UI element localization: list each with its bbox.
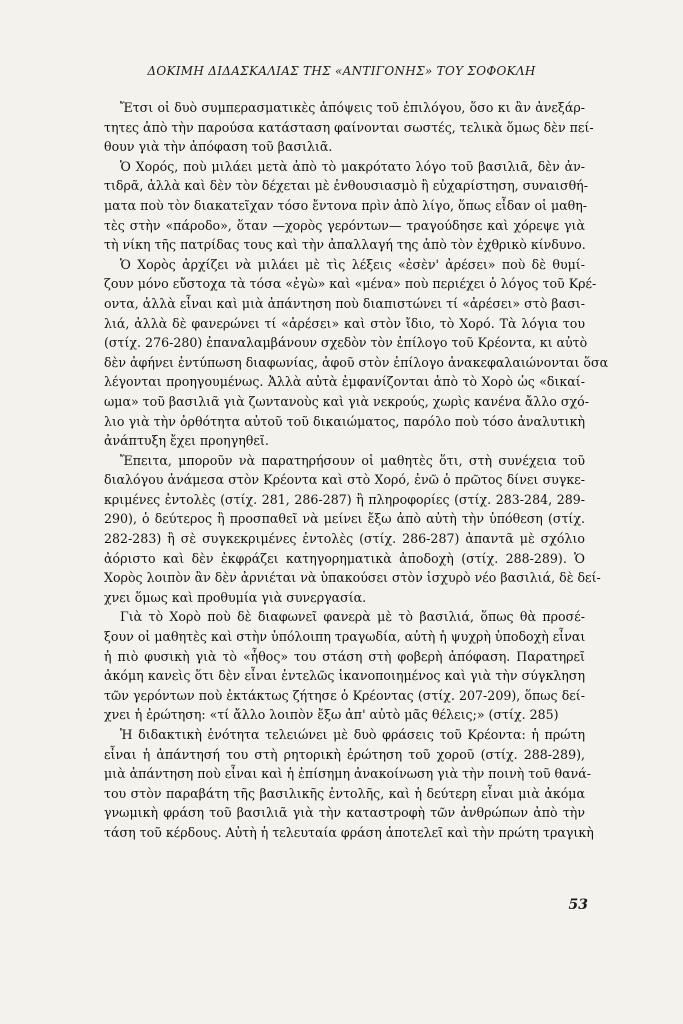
- text-line: γνωμικὴ φράση τοῦ βασιλιᾶ γιὰ τὴν καταστροφὴ τῶν ἀνθρώπων ἀπὸ τὴν: [104, 805, 585, 821]
- text-line: ἡ πιὸ φυσικὴ γιὰ τὸ «ἦθος» του στάση στὴ φοβερὴ ἀπόφαση. Παρατηρεῖ: [104, 648, 585, 664]
- text-line: τὲς στὴν «πάροδο», ὅταν —χορὸς γερόντων— τραγούδησε καὶ χόρεψε γιὰ: [104, 217, 585, 233]
- text-line: (στίχ. 276-280) ἐπαναλαμβάνουν σχεδὸν τὸν ἐπίλογο τοῦ Κρέοντα, κι αὐτὸ: [104, 335, 588, 351]
- text-line: χνει ἡ ἐρώτηση: «τί ἄλλο λοιπὸν ἔξω ἀπ' αὐτὸ μᾶς θέλεις;» (στίχ. 285): [104, 707, 559, 723]
- text-line: τιδρᾶ, ἀλλὰ καὶ δὲν τὸν δέχεται μὲ ἐνθουσιασμὸ ἢ εὐχαρίστηση, συναισθή-: [104, 178, 588, 194]
- text-line: τὴ νίκη τῆς πατρίδας τους καὶ τὴν ἀπαλλαγή της ἀπὸ τὸν ἐχθρικὸ κίνδυνο.: [104, 237, 586, 253]
- text-line: Ὁ Χορός, ποὺ μιλάει μετὰ ἀπὸ τὸ μακρότατο λόγο τοῦ βασιλιᾶ, δὲν ἀν-: [120, 158, 585, 174]
- text-line: λέγονται προηγουμένως. Ἀλλὰ αὐτὰ ἐμφανίζονται ἀπὸ τὸ Χορὸ ὡς «δικαί-: [104, 374, 585, 390]
- page-number: 53: [568, 897, 588, 913]
- text-line: λιά, ἀλλὰ δὲ φανερώνει τί «ἀρέσει» καὶ στὸν ἴδιο, τὸ Χορό. Τὰ λόγια του: [104, 315, 585, 331]
- text-line: 290), ὁ δεύτερος ἢ προσπαθεῖ νὰ μείνει ἔξω ἀπὸ αὐτὴ τὴν ὑπόθεση (στίχ.: [104, 511, 585, 527]
- running-header: ΔΟΚΙΜΗ ΔΙΔΑΣΚΑΛΙΑΣ ΤΗΣ «ΑΝΤΙΓΟΝΗΣ» ΤΟΥ ΣΟΦΟΚΛΗ: [147, 64, 536, 78]
- text-line: θουν γιὰ τὴν ἀπόφαση τοῦ βασιλιᾶ.: [104, 139, 333, 155]
- paragraph: [104, 255, 609, 451]
- text-line: ἀνάπτυξη ἔχει προηγηθεῖ.: [104, 433, 269, 449]
- text-line: ξουν οἱ μαθητὲς καὶ στὴν ὑπόλοιπη τραγωδία, αὐτὴ ἡ ψυχρὴ ὑποδοχὴ εἶναι: [104, 629, 586, 645]
- text-line: χνει ὅμως καὶ προθυμία γιὰ συνεργασία.: [104, 589, 367, 605]
- text-line: Ἔπειτα, μποροῦν νὰ παρατηρήσουν οἱ μαθητὲς ὅτι, στὴ συνέχεια τοῦ: [120, 452, 585, 468]
- body-text: [104, 98, 609, 843]
- text-line: ωμα» τοῦ βασιλιᾶ γιὰ ζωντανοὺς καὶ γιὰ νεκρούς, χωρὶς κανένα ἄλλο σχό-: [104, 393, 589, 409]
- text-line: Ἔτσι οἱ δυὸ συμπερασματικὲς ἀπόψεις τοῦ ἐπιλόγου, ὅσο κι ἂν ἀνεξάρ-: [120, 100, 585, 115]
- text-line: κριμένες ἐντολὲς (στίχ. 281, 286-287) ἢ πληροφορίες (στίχ. 283-284, 289-: [104, 491, 585, 507]
- text-line: του στὸν παραβάτη τῆς βασιλικῆς ἐντολῆς, καὶ ἡ δεύτερη εἶναι μιὰ ἀκόμα: [104, 785, 585, 801]
- text-line: οντα, ἀλλὰ εἶναι καὶ μιὰ ἀπάντηση ποὺ διαπιστώνει τί «ἀρέσει» στὸ βασι-: [104, 295, 585, 311]
- text-line: μιὰ ἀπάντηση ποὺ εἶναι καὶ ἡ ἐπίσημη ἀνακοίνωση γιὰ τὴν ποινὴ τοῦ θανά-: [104, 766, 592, 782]
- text-line: ἀόριστο καὶ δὲν ἐκφράζει κατηγορηματικὰ ἀποδοχὴ (στίχ. 288-289). Ὁ: [104, 550, 585, 566]
- text-line: Ἡ διδακτικὴ ἑνότητα τελειώνει μὲ δυὸ φράσεις τοῦ Κρέοντα: ἡ πρώτη: [120, 727, 585, 742]
- text-line: τάση τοῦ κέρδους. Αὐτὴ ἡ τελευταία φράση ἀποτελεῖ καὶ τὴν πρώτη τραγικὴ: [104, 824, 594, 840]
- text-line: εἶναι ἡ ἀπάντησή του στὴ ρητορικὴ ἐρώτηση τοῦ χοροῦ (στίχ. 288-289),: [104, 746, 585, 762]
- paragraph: [104, 607, 585, 725]
- text-line: ἀκόμη κανεὶς ὅτι δὲν εἶναι ἐντελῶς ἱκανοποιημένος καὶ γιὰ τὴν σύγκληση: [104, 668, 585, 684]
- text-line: Ὁ Χορὸς ἀρχίζει νὰ μιλάει μὲ τὶς λέξεις «ἐσὲν' ἀρέσει» ποὺ δὲ θυμί-: [120, 256, 585, 272]
- text-line: Γιὰ τὸ Χορὸ ποὺ δὲ διαφωνεῖ φανερὰ μὲ τὸ βασιλιά, ὅπως θὰ προσέ-: [120, 609, 585, 625]
- paragraph: [104, 725, 594, 843]
- paragraph: [104, 157, 588, 255]
- text-line: δὲν ἀφήνει ἐντύπωση διαφωνίας, ἀφοῦ στὸν ἐπίλογο ἀνακεφαλαιώνονται ὅσα: [104, 354, 609, 370]
- text-line: λιο γιὰ τὴν ὀρθότητα αὐτοῦ τοῦ δικαιώματος, παρόλο ποὺ τόσο ἀναλυτικὴ: [104, 413, 585, 429]
- text-line: διαλόγου ἀνάμεσα στὸν Κρέοντα καὶ στὸ Χορό, ἐνῶ ὁ πρῶτος δίνει συγκε-: [104, 472, 585, 488]
- text-line: ματα ποὺ τὸν διακατεῖχαν τόσο ἔντονα πρὶν ἀπὸ λίγο, ὅπως εἶδαν οἱ μαθη-: [104, 197, 588, 213]
- text-line: ζουν μόνο εὔστοχα τὰ τόσα «ἐγὼ» καὶ «μένα» ποὺ περιέχει ὁ λόγος τοῦ Κρέ-: [104, 276, 597, 292]
- text-line: 282-283) ἢ σὲ συγκεκριμένες ἐντολὲς (στίχ. 286-287) ἀπαντᾶ μὲ σχόλιο: [104, 531, 585, 547]
- paragraph: [104, 98, 594, 157]
- text-line: Χορὸς λοιπὸν ἂν δὲν ἀρνιέται νὰ ὑπακούσει στὸν ἰσχυρὸ νέο βασιλιά, δὲ δεί-: [104, 570, 601, 586]
- text-line: τητες ἀπὸ τὴν παρούσα κατάσταση φαίνονται σωστές, τελικὰ ὅμως δὲν πεί-: [104, 119, 594, 135]
- text-line: τῶν γερόντων ποὺ ἐκτάκτως ζήτησε ὁ Κρέοντας (στίχ. 207-209), ὅπως δεί-: [104, 687, 585, 703]
- paragraph: [104, 451, 601, 608]
